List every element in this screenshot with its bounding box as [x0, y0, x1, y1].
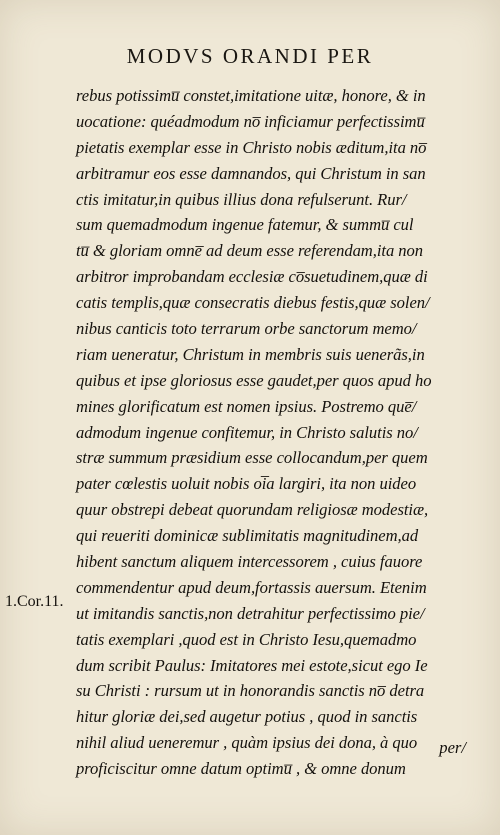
- text-line: tatis exemplari ,quod est in Christo Iesu,quemadmo: [76, 629, 417, 649]
- text-line: nihil aliud ueneremur , quàm ipsius dei dona, à quo: [76, 733, 418, 753]
- body-text: [76, 83, 468, 782]
- text-line: pater cœlestis uoluit nobis oi̅a largiri, ita non uideo: [76, 474, 417, 494]
- text-line: su Christi : rursum ut in honorandis sanctis no̅ detra: [76, 681, 425, 701]
- text-line: hibent sanctum aliquem intercessorem , cuius fauore: [76, 552, 423, 572]
- catchword: per/: [439, 738, 466, 757]
- text-line: ctis imitatur,in quibus illius dona refulserunt. Rur/: [76, 189, 407, 209]
- text-line: quur obstrepi debeat quorundam religiosæ modestiæ,: [76, 500, 429, 520]
- text-line: arbitramur eos esse damnandos, qui Christum in san: [76, 163, 426, 183]
- text-line: uocatione: quéadmodum no̅ inficiamur perfectissimu̅: [76, 111, 425, 131]
- text-line: admodum ingenue confitemur, in Christo salutis no/: [76, 422, 418, 442]
- text-line: rebus potissimu̅ constet,imitatione uitæ, honore, & in: [76, 86, 426, 105]
- text-line: nibus canticis toto terrarum orbe sanctorum memo/: [76, 319, 417, 339]
- text-line: mines glorificatum est nomen ipsius. Postremo que̅/: [76, 396, 417, 416]
- text-line: hitur gloriæ dei,sed augetur potius , quod in sanctis: [76, 707, 418, 727]
- running-head: MODVS ORANDI PER: [126, 44, 374, 68]
- text-line: arbitror improbandam ecclesiæ co̅suetudinem,quæ di: [76, 267, 428, 287]
- text-line: dum scribit Paulus: Imitatores mei estote,sicut ego Ie: [76, 655, 428, 675]
- text-line: proficiscitur omne datum optimu̅ , & omne donum: [76, 759, 406, 779]
- text-line: stræ summum præsidium esse collocandum,per quem: [76, 448, 428, 468]
- text-line: tu̅ & gloriam omne̅ ad deum esse referendam,ita non: [76, 241, 424, 261]
- marginal-note: 1.Cor.11.: [5, 593, 64, 610]
- text-line: sum quemadmodum ingenue fatemur, & summu̅ cul: [76, 215, 414, 235]
- text-line: qui reueriti dominicæ sublimitatis magnitudinem,ad: [76, 526, 419, 546]
- text-line: quibus et ipse gloriosus esse gaudet,per quos apud ho: [76, 370, 432, 390]
- text-line: riam ueneratur, Christum in membris suis uenerãs,in: [76, 344, 425, 364]
- text-line: pietatis exemplar esse in Christo nobis æditum,ita no̅: [76, 137, 427, 157]
- text-line: ut imitandis sanctis,non detrahitur perfectissimo pie/: [76, 603, 425, 623]
- text-line: catis templis,quæ consecratis diebus festis,quæ solen/: [76, 293, 430, 313]
- text-line: commendentur apud deum,fortassis auersum. Etenim: [76, 577, 427, 597]
